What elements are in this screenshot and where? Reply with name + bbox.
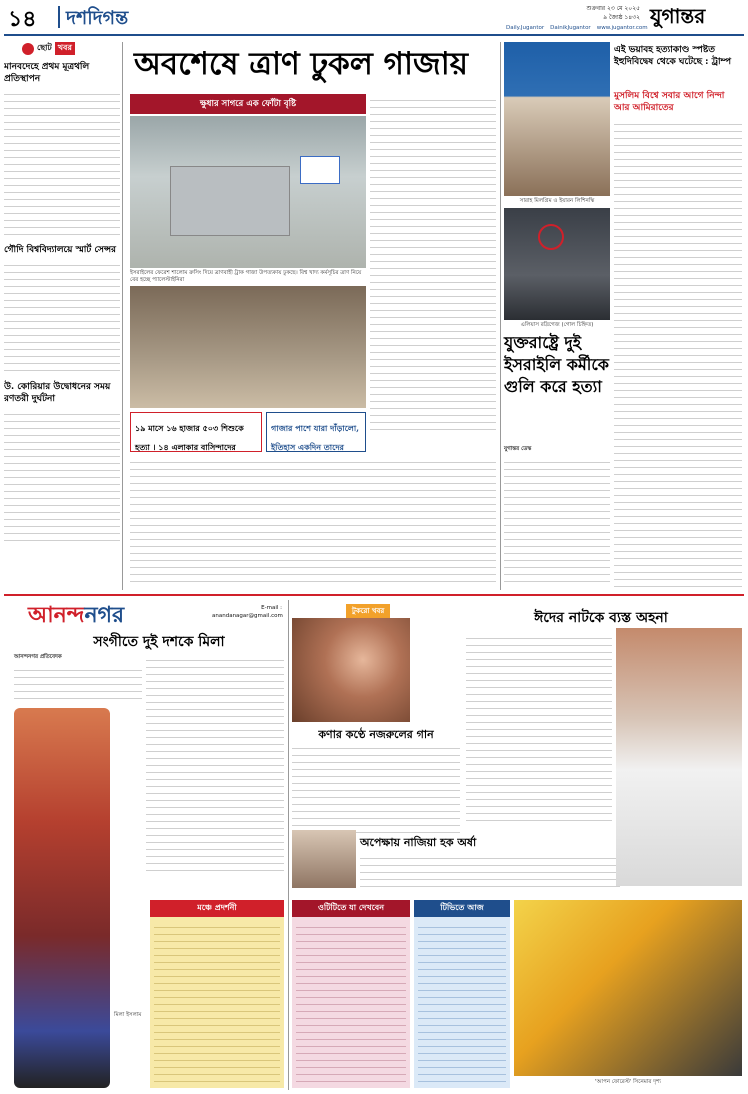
- section-rule: [4, 594, 744, 596]
- nazia-headline: অপেক্ষায় নাজিয়া হক অর্ষা: [360, 836, 477, 849]
- page-number: ১৪: [8, 6, 37, 32]
- nazia-body: [360, 852, 620, 892]
- box-title: টিভিতে আজ: [414, 900, 510, 917]
- us-shooting-body: [504, 456, 610, 588]
- date-line: ৯ জ্যৈষ্ঠ ১৪৩২: [603, 14, 640, 21]
- lead-headline: অবশেষে ত্রাণ ঢুকল গাজায়: [134, 46, 468, 82]
- header-divider: [58, 6, 60, 28]
- desk-byline: যুগান্তর ডেস্ক: [504, 446, 532, 452]
- lead-photo-trucks: [130, 116, 366, 268]
- ott-box: [292, 900, 410, 1088]
- short-news-body: [4, 259, 120, 377]
- column-divider: [122, 42, 123, 590]
- mila-photo: [14, 708, 110, 1088]
- tv-today-box: [414, 900, 510, 1088]
- header-rule: [4, 34, 744, 36]
- ahona-photo: [616, 628, 742, 886]
- box-title: মঞ্চে প্রদর্শনী: [150, 900, 284, 917]
- twitter-link[interactable]: DainikJugantor: [550, 25, 591, 31]
- stage-show-box: [150, 900, 284, 1088]
- date-line: শুক্রবার ২৩ মে ২০২৫: [586, 5, 640, 12]
- kona-headline: কণার কণ্ঠে নজরুলের গান: [318, 728, 434, 741]
- short-news-title: মানবদেহে প্রথম মূত্রথলি প্রতিস্থাপন: [4, 62, 90, 84]
- short-news-body: [4, 408, 120, 542]
- ahona-headline: ঈদের নাটকে ব্যস্ত অহনা: [534, 610, 668, 626]
- short-news-body: [4, 88, 120, 240]
- short-news-column: [4, 42, 120, 590]
- box-title: ওটিটিতে যা দেখবেন: [292, 900, 410, 917]
- victims-photo-caption: সারাহ মিলগ্রিম ও ইয়ারন লিশিনস্কি: [519, 198, 595, 204]
- film-poster: [514, 900, 742, 1076]
- short-news-title: গৌদি বিশ্ববিদ্যালয়ে স্মার্ট সেন্সর: [4, 245, 117, 255]
- lead-body-continued: [130, 456, 496, 588]
- muslim-world-headline: মুসলিম বিশ্বে সবার আগে নিন্দা আর আমিরাতের: [614, 91, 725, 113]
- anandanagar-title: আনন্দনগর: [28, 602, 125, 628]
- suspect-photo: [504, 208, 610, 320]
- column-divider: [500, 42, 501, 590]
- suspect-photo-caption: এলিয়াস রদ্রিগেজ (গোল চিহ্নিত): [520, 322, 594, 328]
- short-news-title: উ. কোরিয়ার উদ্বোধনের সময় রণতরী দুর্ঘটনা: [4, 382, 111, 404]
- social-row: [506, 25, 742, 31]
- newspaper-logo: যুগান্তর: [650, 4, 706, 28]
- kona-body: [292, 742, 460, 838]
- lead-photo-aid: [130, 286, 366, 408]
- mila-photo-credit: মিলা ইসলাম: [114, 1012, 142, 1018]
- film-poster-caption: 'আপন ফোরেস্ট' সিনেমার দৃশ্য: [595, 1079, 661, 1085]
- globe-icon: [22, 43, 34, 55]
- lead-kicker: ক্ষুধার সাগরে এক ফোঁটা বৃষ্টি: [130, 94, 366, 114]
- lead-photo-caption: ইসরাইলের ফেরেশ শালোম ক্রসিং দিয়ে ত্রাণবাহী ট্রাক গাজা উপত্যকায় ঢুকছে। বিশ্ব খাদ্য কর্মসূচির ত্রাণ নিয়ে বের হচ্ছে প্যালেস্টাইনিরা: [130, 270, 362, 283]
- website-link[interactable]: www.jugantor.com: [596, 25, 648, 31]
- date-block: [540, 4, 640, 22]
- facebook-link[interactable]: Daily.Jugantor: [506, 25, 545, 31]
- email-block: E-mail : anandanagar@gmail.com: [212, 605, 283, 619]
- short-news-label: ছোট খবর: [22, 42, 120, 55]
- lead-box-children: ১৯ মাসে ১৬ হাজার ৫০৩ শিশুকে হত্যা । ১৪ এলাকার বাসিন্দাদের: [130, 412, 262, 452]
- victims-photo: [504, 42, 610, 196]
- section-title: দশদিগন্ত: [66, 7, 129, 29]
- mila-body-continued: [146, 654, 284, 874]
- trump-headline: এই ভয়াবহ হত্যাকাণ্ড স্পষ্টত ইহুদিবিদ্বেষ থেকে ঘটেছে : ট্রাম্প: [614, 45, 732, 67]
- lead-box-gaza: গাজার পাশে যারা দাঁড়ালো, ইতিহাস একদিন তাদের: [266, 412, 366, 452]
- mila-headline: সংগীতে দুই দশকে মিলা: [93, 634, 225, 650]
- nazia-photo: [292, 830, 356, 888]
- right-body: [614, 118, 742, 588]
- page-header: [0, 0, 748, 36]
- kona-photo: [292, 618, 410, 722]
- column-divider: [288, 600, 289, 1090]
- mila-byline: আনন্দনগর প্রতিবেদক: [14, 654, 62, 660]
- ahona-body: [466, 632, 612, 826]
- us-shooting-headline: যুক্তরাষ্ট্রে দুই ইসরাইলি কর্মীকে গুলি করে হত্যা: [504, 333, 610, 396]
- email-link[interactable]: anandanagar@gmail.com: [212, 613, 283, 619]
- tukro-khobor-tag: টুকরো খবর: [346, 604, 390, 618]
- lead-body: [370, 94, 496, 430]
- mila-body: [14, 664, 142, 704]
